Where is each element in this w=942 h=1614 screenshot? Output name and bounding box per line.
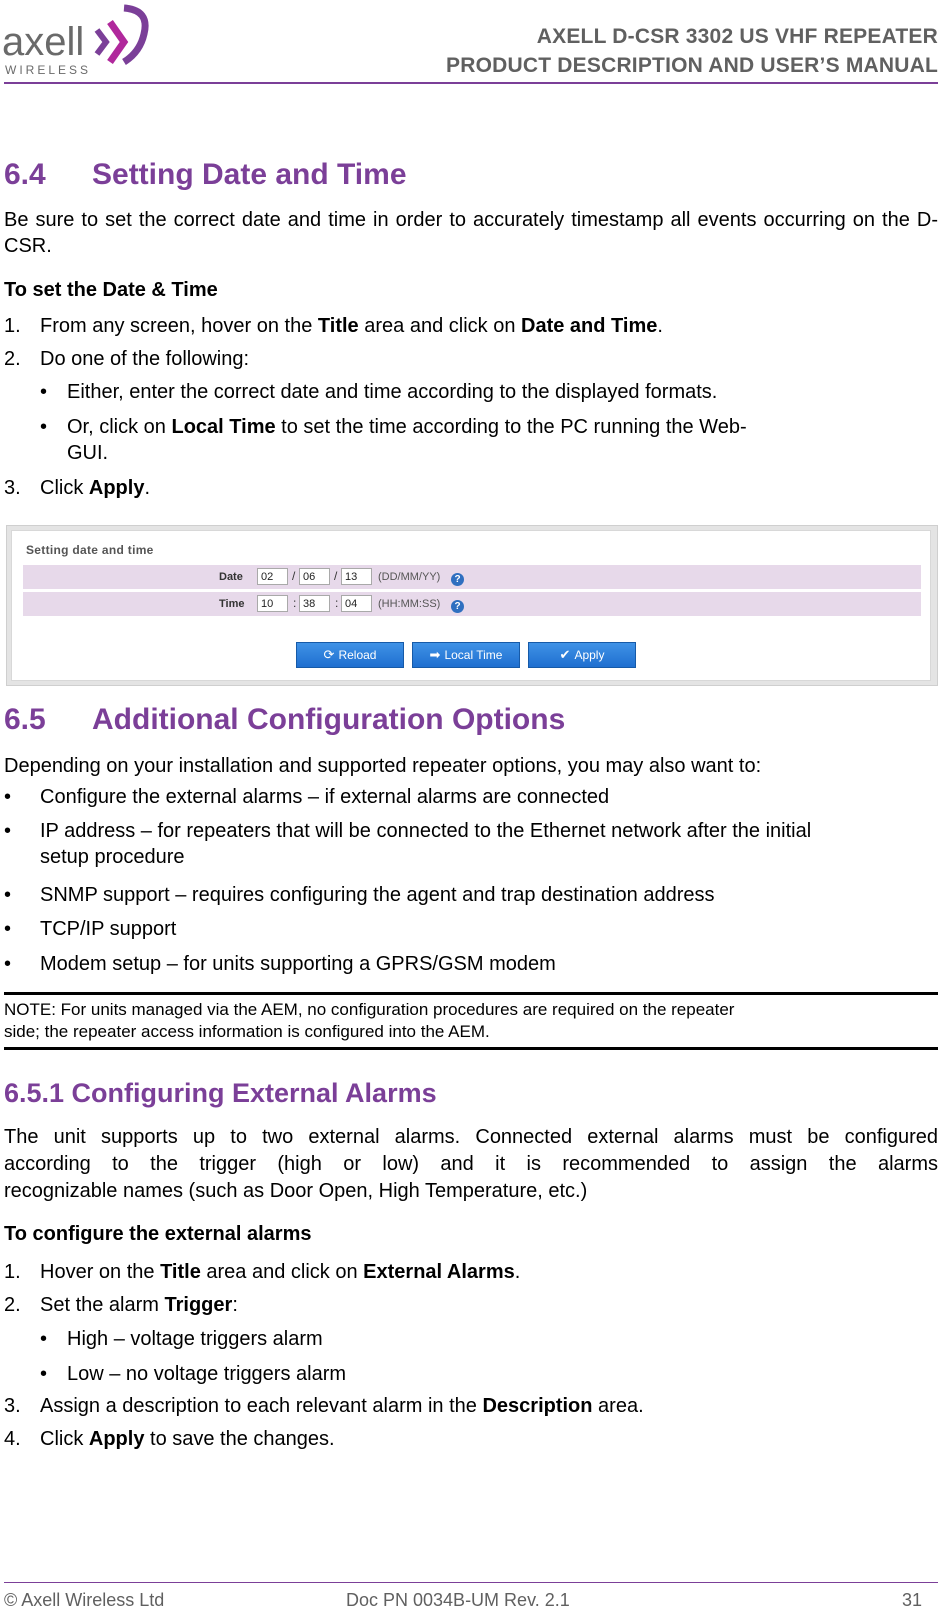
bullet-text: Or, click on (67, 416, 172, 438)
step-number: 1. (4, 1261, 21, 1283)
reload-icon: ⟳ (323, 647, 335, 662)
step-2 (4, 346, 249, 372)
bullet-text: High – voltage triggers alarm (67, 1328, 323, 1350)
step-text: . (657, 315, 663, 337)
procedure-title-external-alarms: To configure the external alarms (4, 1223, 312, 1245)
step-emphasis: Trigger (164, 1294, 233, 1316)
header-divider (4, 82, 938, 84)
bullet-text: setup procedure (40, 846, 185, 868)
step-text: area and click on (200, 1261, 364, 1283)
header-title-line1: AXELL D-CSR 3302 US VHF REPEATER (536, 25, 938, 48)
date-label: Date (219, 571, 243, 583)
date-row (23, 565, 921, 589)
step-text: Set the alarm (40, 1294, 165, 1316)
bullet-emphasis: Local Time (171, 416, 276, 438)
bullet-text: IP address – for repeaters that will be connected to the Ethernet network after the initial (40, 820, 812, 842)
step-text: . (144, 477, 151, 499)
date-separator: / (292, 569, 296, 583)
procedure-title-date-time: To set the Date & Time (4, 279, 218, 301)
bullet-ip-address: • IP address – for repeaters that will be connected to the Ethernet network after the initial setup procedure (4, 820, 812, 868)
time-separator: : (335, 596, 339, 610)
checkmark-icon: ✔ (559, 647, 571, 662)
arrow-right-icon: ➡ (429, 647, 441, 662)
date-help-icon[interactable]: ? (451, 573, 464, 586)
section-number: 6.5 (4, 703, 46, 736)
step-text: : (232, 1294, 238, 1316)
time-help-icon[interactable]: ? (451, 600, 464, 613)
step-1 (4, 313, 663, 339)
step-text: Hover on the (40, 1261, 161, 1283)
bullet-text: Modem setup – for units supporting a GPRS/GSM modem (40, 953, 556, 975)
footer-copyright: © Axell Wireless Ltd (4, 1590, 165, 1610)
step-text: Assign a description to each relevant alarm in the (40, 1395, 483, 1417)
section-title: Setting Date and Time (92, 158, 407, 191)
step-text: area and click on (358, 315, 522, 337)
time-row (23, 592, 921, 616)
step-emphasis: Date and Time (521, 315, 658, 337)
bullet-text: Low – no voltage triggers alarm (67, 1363, 347, 1385)
step-emphasis: Apply (88, 1428, 145, 1450)
section-6-5-intro: Depending on your installation and supported repeater options, you may also want to: (4, 755, 762, 777)
logo-sub-text: WIRELESS (5, 63, 92, 77)
axell-wireless-logo (2, 0, 152, 83)
step-text: Do one of the following: (40, 348, 250, 370)
section-title: Additional Configuration Options (92, 703, 566, 736)
step-number: 2. (4, 348, 21, 370)
section-6-5-heading (4, 703, 565, 737)
logo-chevron-icon (97, 8, 145, 62)
section-6-5-1-intro-line2: according to the trigger (high or low) and it is recommended to assign the alarms (4, 1153, 938, 1175)
date-day-input[interactable]: 02 (257, 568, 288, 585)
step-number: 4. (4, 1428, 21, 1450)
reload-button[interactable] (296, 642, 404, 668)
time-seconds-input[interactable]: 04 (341, 595, 372, 612)
step-emphasis: Description (482, 1395, 593, 1417)
reload-button-label: Reload (338, 648, 377, 662)
section-6-5-1-heading: 6.5.1 Configuring External Alarms (4, 1078, 437, 1108)
date-year-input[interactable]: 13 (341, 568, 372, 585)
footer-page-number: 31 (901, 1590, 922, 1610)
section-6-5-1-intro-line1: The unit supports up to two external alarms. Connected external alarms must be configured (4, 1126, 938, 1148)
step-text: From any screen, hover on the (40, 315, 318, 337)
bullet-text: Configure the external alarms – if external alarms are connected (40, 786, 610, 808)
note-line: side; the repeater access information is configured into the AEM. (4, 1022, 490, 1041)
section-number: 6.4 (4, 158, 46, 191)
footer-divider (4, 1582, 938, 1583)
date-format-hint: (DD/MM/YY) (378, 571, 441, 583)
date-month-input[interactable]: 06 (299, 568, 330, 585)
local-time-button[interactable] (412, 642, 520, 668)
alarm-step-1 (4, 1259, 520, 1285)
section-6-4-heading (4, 158, 407, 192)
time-hours-input[interactable]: 10 (257, 595, 288, 612)
section-6-5-1-intro-line3: recognizable names (such as Door Open, High Temperature, etc.) (4, 1180, 588, 1202)
step-text: to save the changes. (144, 1428, 335, 1450)
logo-main-text: axell (2, 20, 85, 64)
step-number: 1. (4, 315, 21, 337)
time-minutes-input[interactable]: 38 (299, 595, 330, 612)
note-box (4, 992, 938, 1050)
step-text: . (514, 1261, 521, 1283)
apply-button-label: Apply (574, 648, 605, 662)
local-time-button-label: Local Time (444, 648, 503, 662)
panel-title: Setting date and time (26, 543, 154, 557)
alarm-step-2 (4, 1292, 238, 1318)
header-title-line2: PRODUCT DESCRIPTION AND USER’S MANUAL (446, 54, 938, 77)
date-separator: / (334, 569, 338, 583)
step-number: 3. (4, 1395, 21, 1417)
step-emphasis: Apply (88, 477, 145, 499)
time-separator: : (293, 596, 297, 610)
apply-button[interactable] (528, 642, 636, 668)
bullet-text: TCP/IP support (40, 918, 177, 940)
step-text: area. (592, 1395, 644, 1417)
time-format-hint: (HH:MM:SS) (378, 598, 441, 610)
step-text: Click (40, 477, 89, 499)
section-6-4-intro: Be sure to set the correct date and time in order to accurately timestamp all events occurring on the D-CSR. (4, 209, 938, 257)
step-3 (4, 475, 150, 501)
step-emphasis: Title (160, 1261, 201, 1283)
alarm-step-4 (4, 1426, 335, 1452)
step-emphasis: Title (317, 315, 359, 337)
bullet-text: SNMP support – requires configuring the agent and trap destination address (40, 884, 715, 906)
bullet-text: Either, enter the correct date and time according to the displayed formats. (67, 381, 718, 403)
bullet-text: GUI. (67, 442, 109, 464)
step-number: 3. (4, 477, 21, 499)
note-line: NOTE: For units managed via the AEM, no configuration procedures are required on the repeater (4, 1000, 735, 1019)
document-header-title (446, 22, 938, 80)
step-number: 2. (4, 1294, 21, 1316)
bullet-local-time: • Or, click on Local Time to set the time according to the PC running the Web- GUI. (40, 416, 747, 464)
alarm-step-3 (4, 1393, 644, 1419)
footer-doc-number: Doc PN 0034B-UM Rev. 2.1 (346, 1590, 570, 1610)
settings-panel (11, 530, 931, 681)
date-time-settings-screenshot (6, 525, 938, 686)
step-emphasis: External Alarms (363, 1261, 515, 1283)
time-label: Time (219, 598, 245, 610)
step-text: Click (40, 1428, 89, 1450)
bullet-text: to set the time according to the PC running the Web- (275, 416, 747, 438)
